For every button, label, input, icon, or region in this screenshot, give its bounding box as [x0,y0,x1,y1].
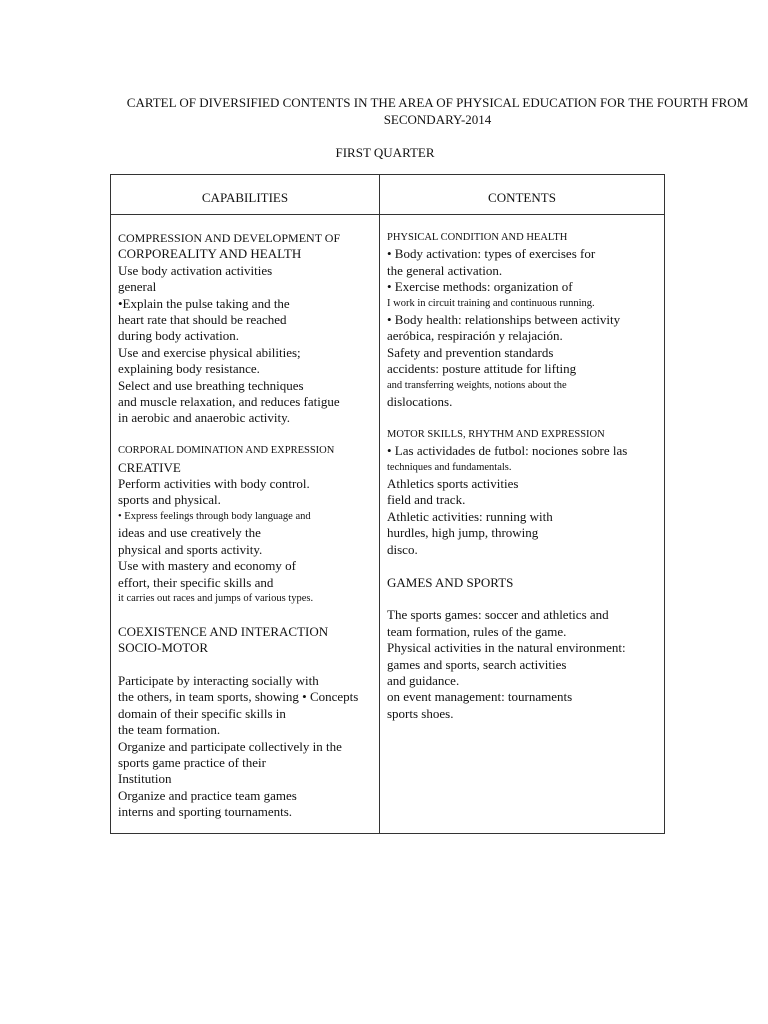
text-line: and guidance. [387,672,460,688]
text-line: domain of their specific skills in [118,705,286,721]
text-line: disco. [387,541,418,557]
text-line: Perform activities with body control. [118,476,310,492]
text-line: COMPRESSION AND DEVELOPMENT OF [118,231,341,245]
text-line: Use with mastery and economy of [118,558,296,574]
text-line: in aerobic and anaerobic activity. [118,410,291,426]
text-line: effort, their specific skills and [118,574,274,590]
text-line: I work in circuit training and continuous running. [387,297,595,309]
text-line: •Explain the pulse taking and the [118,295,290,311]
text-line: during body activation. [118,328,239,344]
text-line: interns and sporting tournaments. [118,804,293,820]
text-line: ideas and use creatively the [118,525,261,541]
text-line: GAMES AND SPORTS [387,574,514,590]
text-line: • Body health: relationships between activity [387,312,621,328]
text-line: the general activation. [387,262,503,278]
text-line: CORPOREALITY AND HEALTH [118,246,302,262]
contents-table [110,174,665,834]
text-line: Physical activities in the natural environment: [387,640,626,656]
text-line: games and sports, search activities [387,656,567,672]
text-line: CREATIVE [118,459,181,475]
column-divider [379,175,380,833]
text-line: Participate by interacting socially with [118,672,319,688]
text-line: general [118,279,157,295]
quarter-subtitle: FIRST QUARTER [335,145,435,160]
text-line: • Exercise methods: organization of [387,279,573,295]
text-line: on event management: tournaments [387,689,573,705]
text-line: techniques and fundamentals. [387,461,512,473]
text-line: heart rate that should be reached [118,312,287,328]
text-line: Use body activation activities [118,262,273,278]
text-line [387,558,659,574]
text-line: explaining body resistance. [118,361,260,377]
text-line: Organize and participate collectively in the [118,738,342,754]
header-capabilities: CAPABILITIES [201,190,289,205]
text-line: sports game practice of their [118,754,266,770]
text-line [118,607,376,623]
text-line: MOTOR SKILLS, RHYTHM AND EXPRESSION [387,428,605,440]
text-line: Organize and practice team games [118,787,297,803]
text-line: field and track. [387,492,466,508]
text-line: Institution [118,771,172,787]
header-contents: CONTENTS [488,190,556,205]
text-line [118,657,376,673]
text-line: CORPORAL DOMINATION AND EXPRESSION [118,445,335,457]
text-line: Use and exercise physical abilities; [118,344,301,360]
text-line [118,427,376,443]
text-line: the others, in team sports, showing • Concepts [118,689,359,705]
text-line: PHYSICAL CONDITION AND HEALTH [387,232,568,243]
text-line: • Body activation: types of exercises for [387,246,596,262]
text-line [387,591,659,607]
document-title: CARTEL OF DIVERSIFIED CONTENTS IN THE AREA OF PHYSICAL EDUCATION FOR THE FOURTH FROM SECONDARY-2014 [126,95,749,127]
text-line: team formation, rules of the game. [387,623,567,639]
text-line: Safety and prevention standards [387,344,554,360]
text-line: Athletics sports activities [387,476,519,492]
text-line: dislocations. [387,394,453,410]
text-line: the team formation. [118,722,221,738]
contents-cell [387,230,659,722]
text-line: COEXISTENCE AND INTERACTION [118,623,329,639]
text-line: physical and sports activity. [118,541,263,557]
text-line: accidents: posture attitude for lifting [387,361,577,377]
text-line: sports shoes. [387,705,454,721]
text-line [387,410,659,426]
text-line: sports and physical. [118,492,221,508]
capabilities-cell [118,230,376,821]
text-line: it carries out races and jumps of various types. [118,592,314,604]
text-line: aeróbica, respiración y relajación. [387,328,563,344]
table-header-row [111,175,664,215]
text-line: and transferring weights, notions about the [387,379,567,391]
text-line: The sports games: soccer and athletics and [387,607,609,623]
text-line: Select and use breathing techniques [118,377,304,393]
text-line: • Express feelings through body language and [118,510,311,522]
text-line: and muscle relaxation, and reduces fatigue [118,394,340,410]
text-line: SOCIO-MOTOR [118,640,209,656]
text-line: • Las actividades de futbol: nociones sobre las [387,443,628,459]
text-line: hurdles, high jump, throwing [387,525,539,541]
text-line: Athletic activities: running with [387,508,553,524]
